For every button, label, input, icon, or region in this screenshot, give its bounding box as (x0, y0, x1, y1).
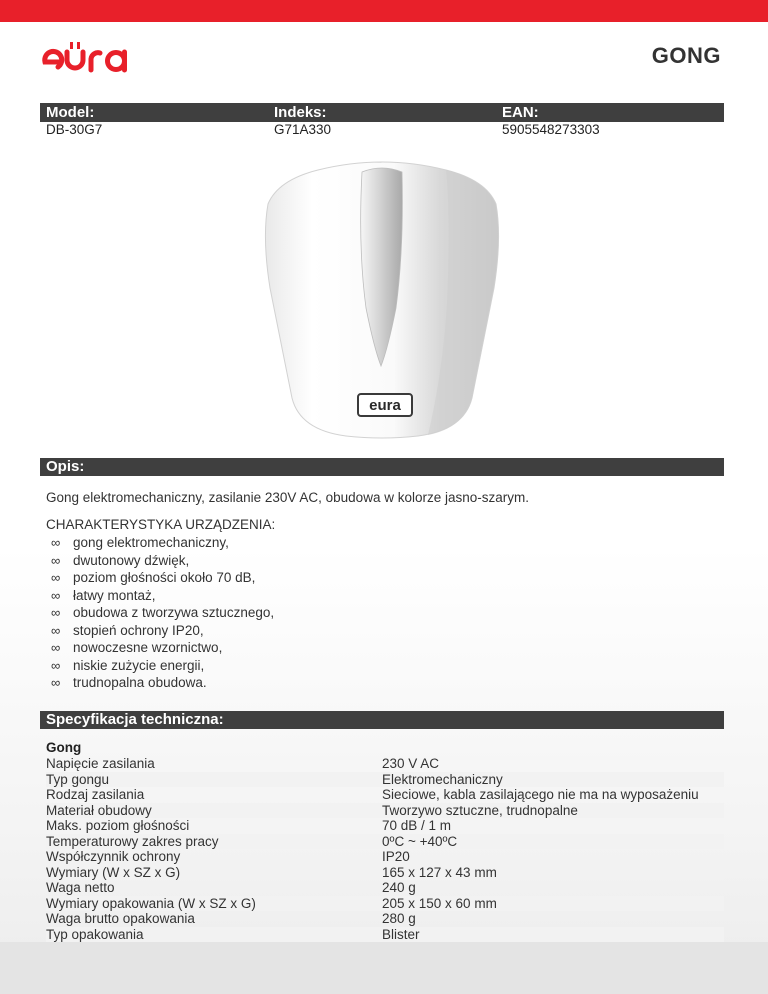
bullet-icon: ∞ (51, 570, 61, 585)
spec-key: Współczynnik ochrony (46, 849, 181, 864)
spec-key: Temperaturowy zakres pracy (46, 833, 219, 849)
table-row (46, 849, 724, 865)
description-heading: Opis: (46, 458, 85, 475)
feature-text: trudnopalna obudowa. (73, 675, 207, 690)
table-row (46, 896, 724, 912)
spec-value: 240 g (382, 880, 416, 895)
feature-text: nowoczesne wzornictwo, (73, 640, 223, 655)
table-row (46, 865, 724, 881)
feature-text: dwutonowy dźwięk, (73, 552, 190, 568)
features-list (46, 534, 274, 692)
feature-text: stopień ochrony IP20, (73, 622, 204, 638)
spec-key: Wymiary opakowania (W x SZ x G) (46, 895, 256, 911)
model-value: DB-30G7 (46, 122, 103, 137)
spec-value: IP20 (382, 849, 410, 864)
list-item (46, 534, 274, 552)
feature-text: gong elektromechaniczny, (73, 535, 229, 550)
model-label: Model: (46, 104, 95, 121)
table-row (46, 772, 724, 788)
table-row (46, 834, 724, 850)
features-title: CHARAKTERYSTYKA URZĄDZENIA: (46, 517, 276, 532)
device-logo-text: eura (369, 397, 401, 414)
spec-value: Sieciowe, kabla zasilającego nie ma na wyposażeniu (382, 787, 699, 802)
list-item (46, 674, 274, 692)
list-item (46, 657, 274, 675)
bullet-icon: ∞ (51, 552, 61, 568)
spec-key: Wymiary (W x SZ x G) (46, 864, 181, 880)
table-row (46, 756, 724, 772)
spec-value: Elektromechaniczny (382, 771, 503, 787)
list-item (46, 587, 274, 605)
page-title: GONG (651, 43, 721, 68)
footer-band (0, 942, 768, 994)
door-chime-device-icon (258, 158, 506, 440)
feature-text: niskie zużycie energii, (73, 657, 205, 673)
bullet-icon: ∞ (51, 657, 61, 673)
spec-key: Waga netto (46, 880, 115, 895)
table-row (46, 911, 724, 927)
bullet-icon: ∞ (51, 605, 61, 620)
spec-key: Napięcie zasilania (46, 756, 155, 771)
list-item (46, 604, 274, 622)
table-row (46, 803, 724, 819)
feature-text: obudowa z tworzywa sztucznego, (73, 605, 275, 620)
top-accent-bar (0, 0, 768, 22)
list-item (46, 569, 274, 587)
spec-group-title: Gong (46, 740, 82, 755)
list-item (46, 639, 274, 657)
info-header-bar (40, 103, 724, 122)
list-item (46, 552, 274, 570)
spec-table (46, 756, 724, 942)
spec-key: Typ opakowania (46, 926, 144, 942)
table-row (46, 927, 724, 943)
bullet-icon: ∞ (51, 622, 61, 638)
spec-key: Materiał obudowy (46, 802, 152, 818)
description-text: Gong elektromechaniczny, zasilanie 230V AC, obudowa w kolorze jasno-szarym. (46, 490, 529, 505)
spec-value: 0ºC ~ +40ºC (382, 833, 458, 849)
feature-text: łatwy montaż, (73, 587, 156, 603)
spec-value: Tworzywo sztuczne, trudnopalne (382, 802, 578, 818)
bullet-icon: ∞ (51, 640, 61, 655)
eura-logo (40, 40, 136, 74)
bullet-icon: ∞ (51, 587, 61, 603)
ean-label: EAN: (502, 104, 539, 121)
spec-value: 230 V AC (382, 756, 440, 771)
spec-value: 280 g (382, 911, 416, 926)
bullet-icon: ∞ (51, 675, 61, 690)
index-label: Indeks: (274, 104, 327, 121)
index-value: G71A330 (274, 122, 332, 137)
ean-value: 5905548273303 (502, 122, 600, 137)
spec-value: Blister (382, 926, 420, 942)
table-row (46, 787, 724, 803)
specs-heading: Specyfikacja techniczna: (46, 711, 224, 728)
description-header-bar (40, 458, 724, 476)
specs-header-bar (40, 711, 724, 729)
spec-key: Waga brutto opakowania (46, 911, 195, 926)
table-row (46, 880, 724, 896)
spec-key: Rodzaj zasilania (46, 787, 145, 802)
list-item (46, 622, 274, 640)
spec-key: Typ gongu (46, 771, 110, 787)
spec-value: 205 x 150 x 60 mm (382, 895, 497, 911)
spec-key: Maks. poziom głośności (46, 818, 190, 833)
spec-value: 165 x 127 x 43 mm (382, 864, 497, 880)
spec-value: 70 dB / 1 m (382, 818, 452, 833)
bullet-icon: ∞ (51, 535, 61, 550)
feature-text: poziom głośności około 70 dB, (73, 570, 256, 585)
table-row (46, 818, 724, 834)
